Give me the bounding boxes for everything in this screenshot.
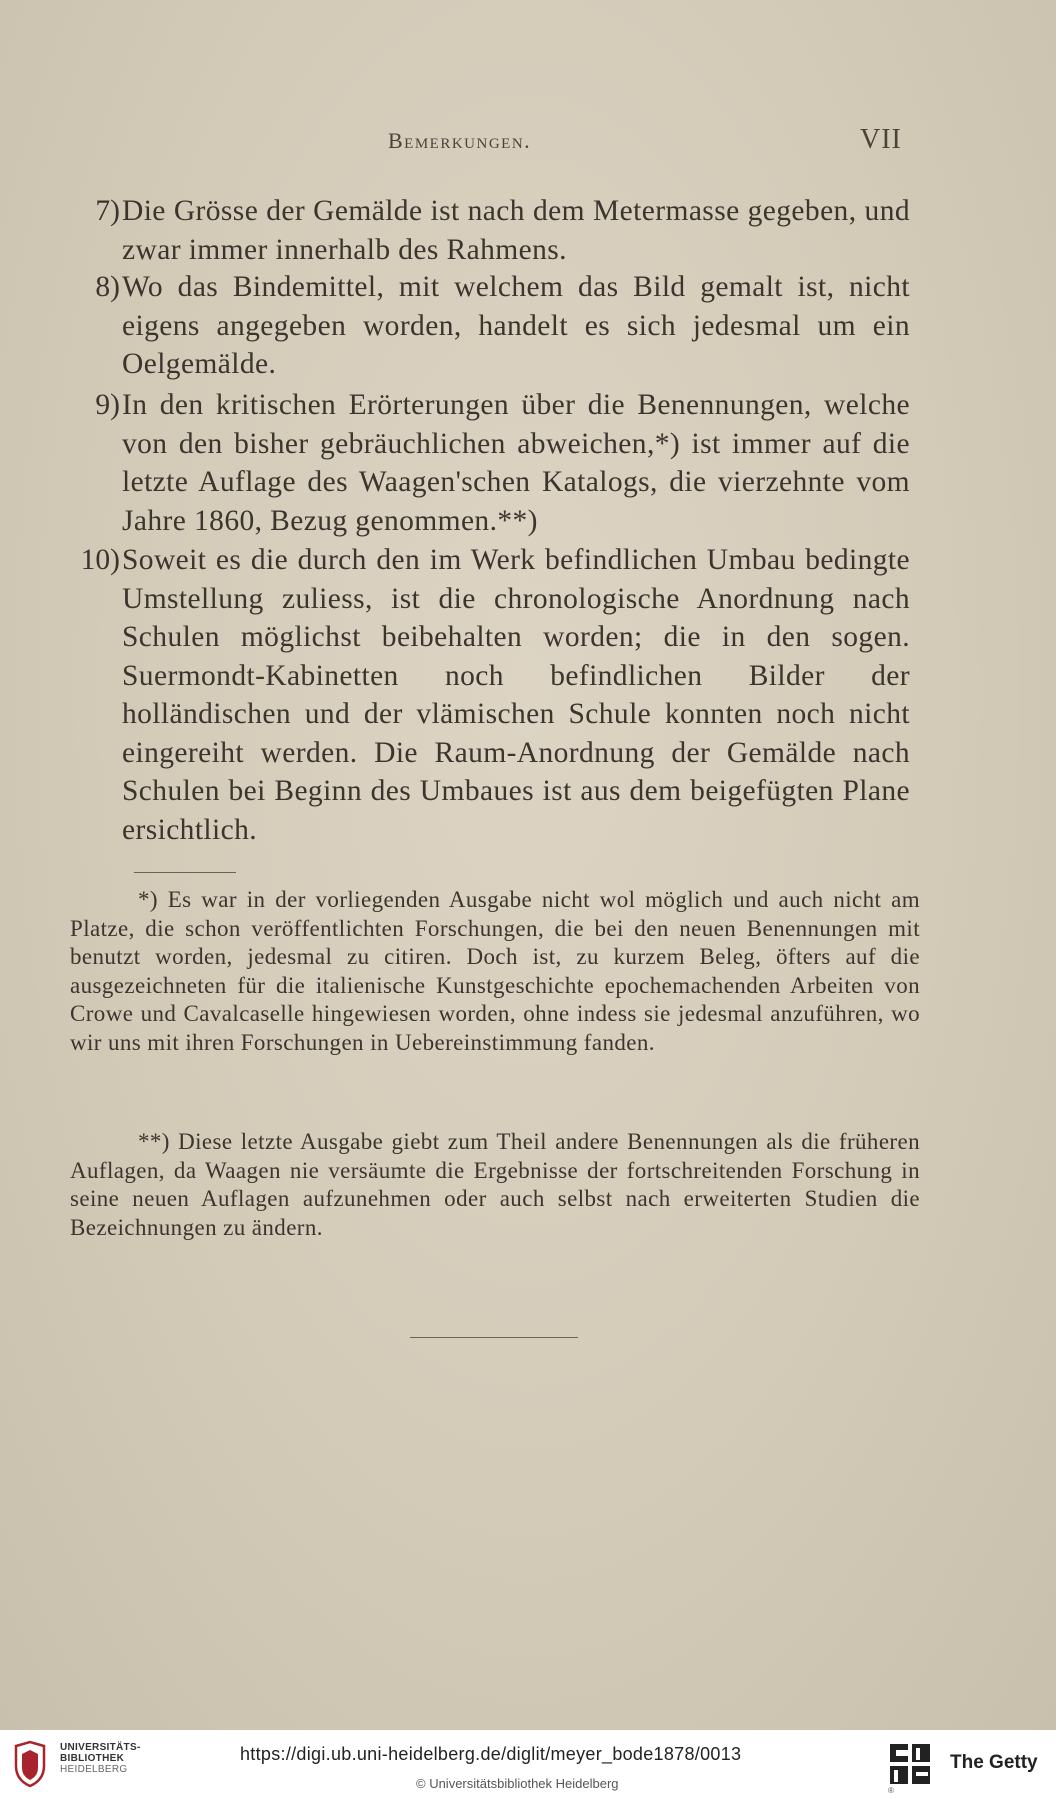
registered-mark: ® bbox=[888, 1786, 894, 1795]
footnote-separator bbox=[134, 872, 236, 873]
getty-logo-icon bbox=[888, 1742, 932, 1786]
page-number: VII bbox=[860, 124, 902, 155]
paragraph-number: 7) bbox=[95, 195, 120, 227]
paragraph-number: 8) bbox=[95, 271, 120, 303]
paragraph-number: 9) bbox=[95, 389, 120, 421]
paragraph-number: 10) bbox=[80, 544, 120, 576]
numbered-paragraph bbox=[60, 268, 910, 384]
paragraph-text: Die Grösse der Gemälde ist nach dem Metermasse gegeben, und zwar immer innerhalb des Rahmens. bbox=[122, 195, 910, 266]
library-name: UNIVERSITÄTS- BIBLIOTHEK HEIDELBERG bbox=[60, 1742, 141, 1775]
permalink[interactable]: https://digi.ub.uni-heidelberg.de/diglit/meyer_bode1878/0013 bbox=[240, 1744, 742, 1764]
paragraph-text: Wo das Bindemittel, mit welchem das Bild gemalt ist, nicht eigens angegeben worden, handelt es sich jedesmal um ein Oelgemälde. bbox=[122, 271, 910, 380]
viewer-footer bbox=[0, 1730, 1056, 1799]
footnote: *) Es war in der vorliegenden Ausgabe nicht wol möglich und auch nicht am Platze, die schon veröffentlichten Forschungen, die bei den neuen Benennungen mit benutzt worden, jedesmal zu citiren. Doch ist, zu kurzem Beleg, öfters auf die ausgezeichneten für die italienische Kunstgeschichte epochemachenden Arbeiten von Crowe und Cavalcaselle hingewiesen worden, ohne indess sie jedesmal anzuführen, wo wir uns mit ihren Forschungen in Uebereinstimmung fanden. bbox=[70, 887, 920, 1055]
university-library-logo-icon bbox=[12, 1740, 48, 1788]
running-head: Bemerkungen. bbox=[388, 128, 532, 153]
paragraph-text: In den kritischen Erörterungen über die Benennungen, welche von den bisher gebräuchlichen abweichen,*) ist immer auf die letzte Auflage des Waagen'schen Katalogs, die vierzehnte vom Jahre 1860, Bezug genommen.**) bbox=[122, 389, 910, 537]
numbered-paragraph bbox=[60, 541, 910, 849]
end-rule bbox=[410, 1337, 578, 1338]
numbered-paragraph bbox=[60, 192, 910, 269]
partner-name: The Getty bbox=[950, 1752, 1038, 1773]
paragraph-text: Soweit es die durch den im Werk befindlichen Umbau bedingte Umstellung zuliess, ist die chronologische Anordnung nach Schulen möglichst beibehalten worden; die in den sogen. Suermondt-Kabinetten noch befindlichen Bilder der holländischen und der vlämischen Schule konnten noch nicht eingereiht werden. Die Raum-Anordnung der Gemälde nach Schulen bei Beginn des Umbaues ist aus dem beigefügten Plane ersichtlich. bbox=[122, 544, 910, 846]
numbered-paragraph bbox=[60, 386, 910, 540]
footnote: **) Diese letzte Ausgabe giebt zum Theil andere Benennungen als die früheren Auflagen, da Waagen nie versäumte die Ergebnisse der fortschreitenden Forschung in seine neuen Auflagen aufzunehmen oder auch selbst nach erweiterten Studien die Bezeichnungen zu ändern. bbox=[70, 1129, 920, 1240]
copyright-notice: © Universitätsbibliothek Heidelberg bbox=[416, 1776, 619, 1791]
